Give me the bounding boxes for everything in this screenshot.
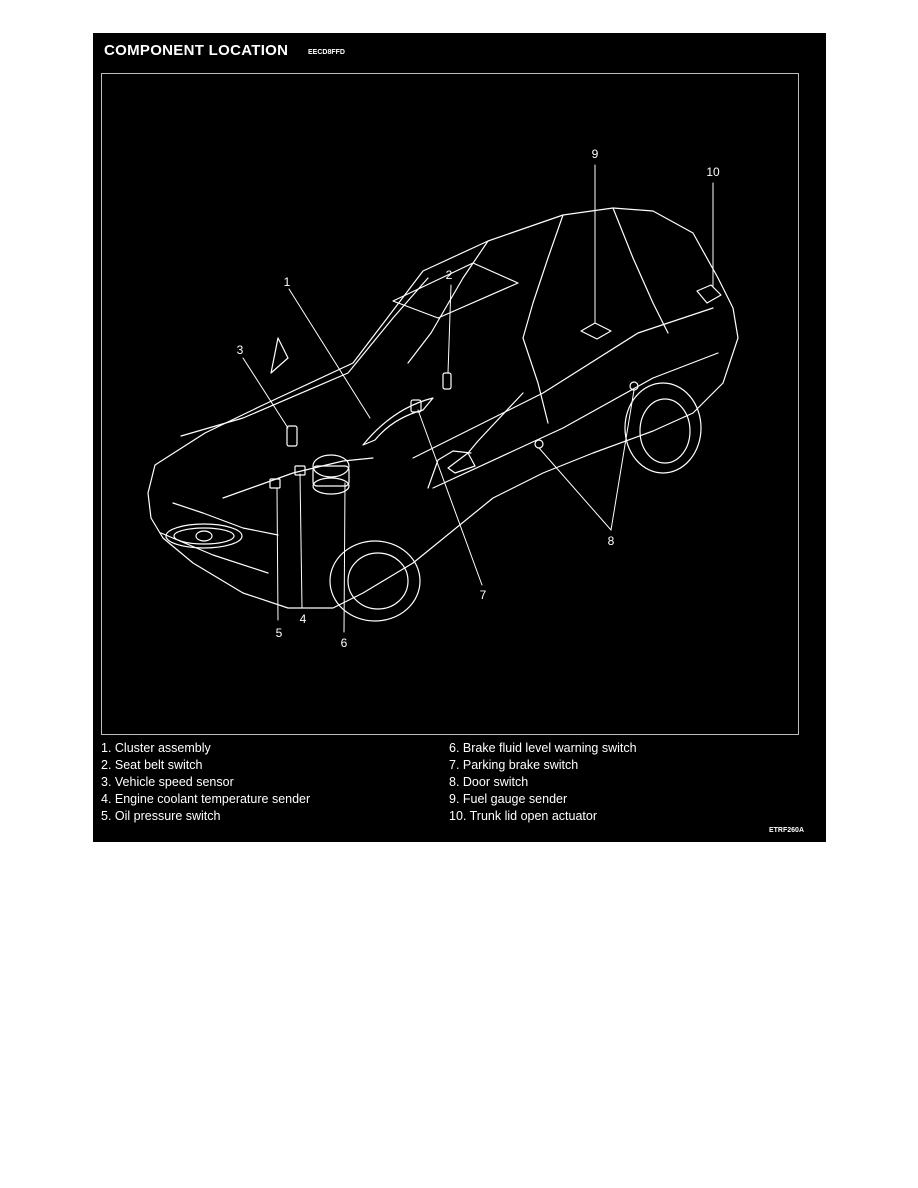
section-code: EECD8FFD bbox=[308, 49, 345, 56]
front-wheel bbox=[330, 541, 420, 621]
fuel-gauge-sender bbox=[581, 323, 611, 339]
trunk-lid-actuator bbox=[697, 285, 721, 303]
left-mirror bbox=[271, 338, 288, 373]
legend-left bbox=[101, 740, 310, 825]
legend-item: 2. Seat belt switch bbox=[101, 758, 203, 772]
callout-10: 10 bbox=[706, 165, 720, 179]
legend-item: 1. Cluster assembly bbox=[101, 741, 211, 755]
seat-belt-switch bbox=[443, 373, 451, 389]
legend-right bbox=[449, 740, 637, 825]
legend-item: 3. Vehicle speed sensor bbox=[101, 775, 234, 789]
car-body bbox=[148, 208, 738, 608]
callout-7: 7 bbox=[479, 588, 487, 602]
legend-item: 6. Brake fluid level warning switch bbox=[449, 741, 637, 755]
callout-5: 5 bbox=[275, 626, 283, 640]
callout-8: 8 bbox=[607, 534, 615, 548]
legend-item: 9. Fuel gauge sender bbox=[449, 792, 568, 806]
page-title: COMPONENT LOCATION bbox=[104, 42, 289, 59]
legend-item: 5. Oil pressure switch bbox=[101, 809, 221, 823]
door-switch-front bbox=[535, 440, 543, 448]
legend-item: 7. Parking brake switch bbox=[449, 758, 579, 772]
callout-3: 3 bbox=[236, 343, 244, 357]
front-grille bbox=[166, 524, 242, 548]
legend-item: 10. Trunk lid open actuator bbox=[449, 809, 598, 823]
diagram-panel bbox=[93, 33, 826, 842]
leader-lines bbox=[243, 165, 713, 632]
callout-1: 1 bbox=[283, 275, 291, 289]
callout-2: 2 bbox=[445, 268, 453, 282]
rear-wheel bbox=[625, 383, 701, 473]
callout-9: 9 bbox=[591, 147, 599, 161]
figure-code: ETRF260A bbox=[768, 827, 804, 834]
legend-item: 8. Door switch bbox=[449, 775, 529, 789]
callout-6: 6 bbox=[340, 636, 348, 650]
callout-4: 4 bbox=[299, 612, 307, 626]
legend-item: 4. Engine coolant temperature sender bbox=[101, 792, 311, 806]
car-illustration bbox=[93, 33, 826, 738]
vehicle-speed-sensor bbox=[287, 426, 297, 446]
